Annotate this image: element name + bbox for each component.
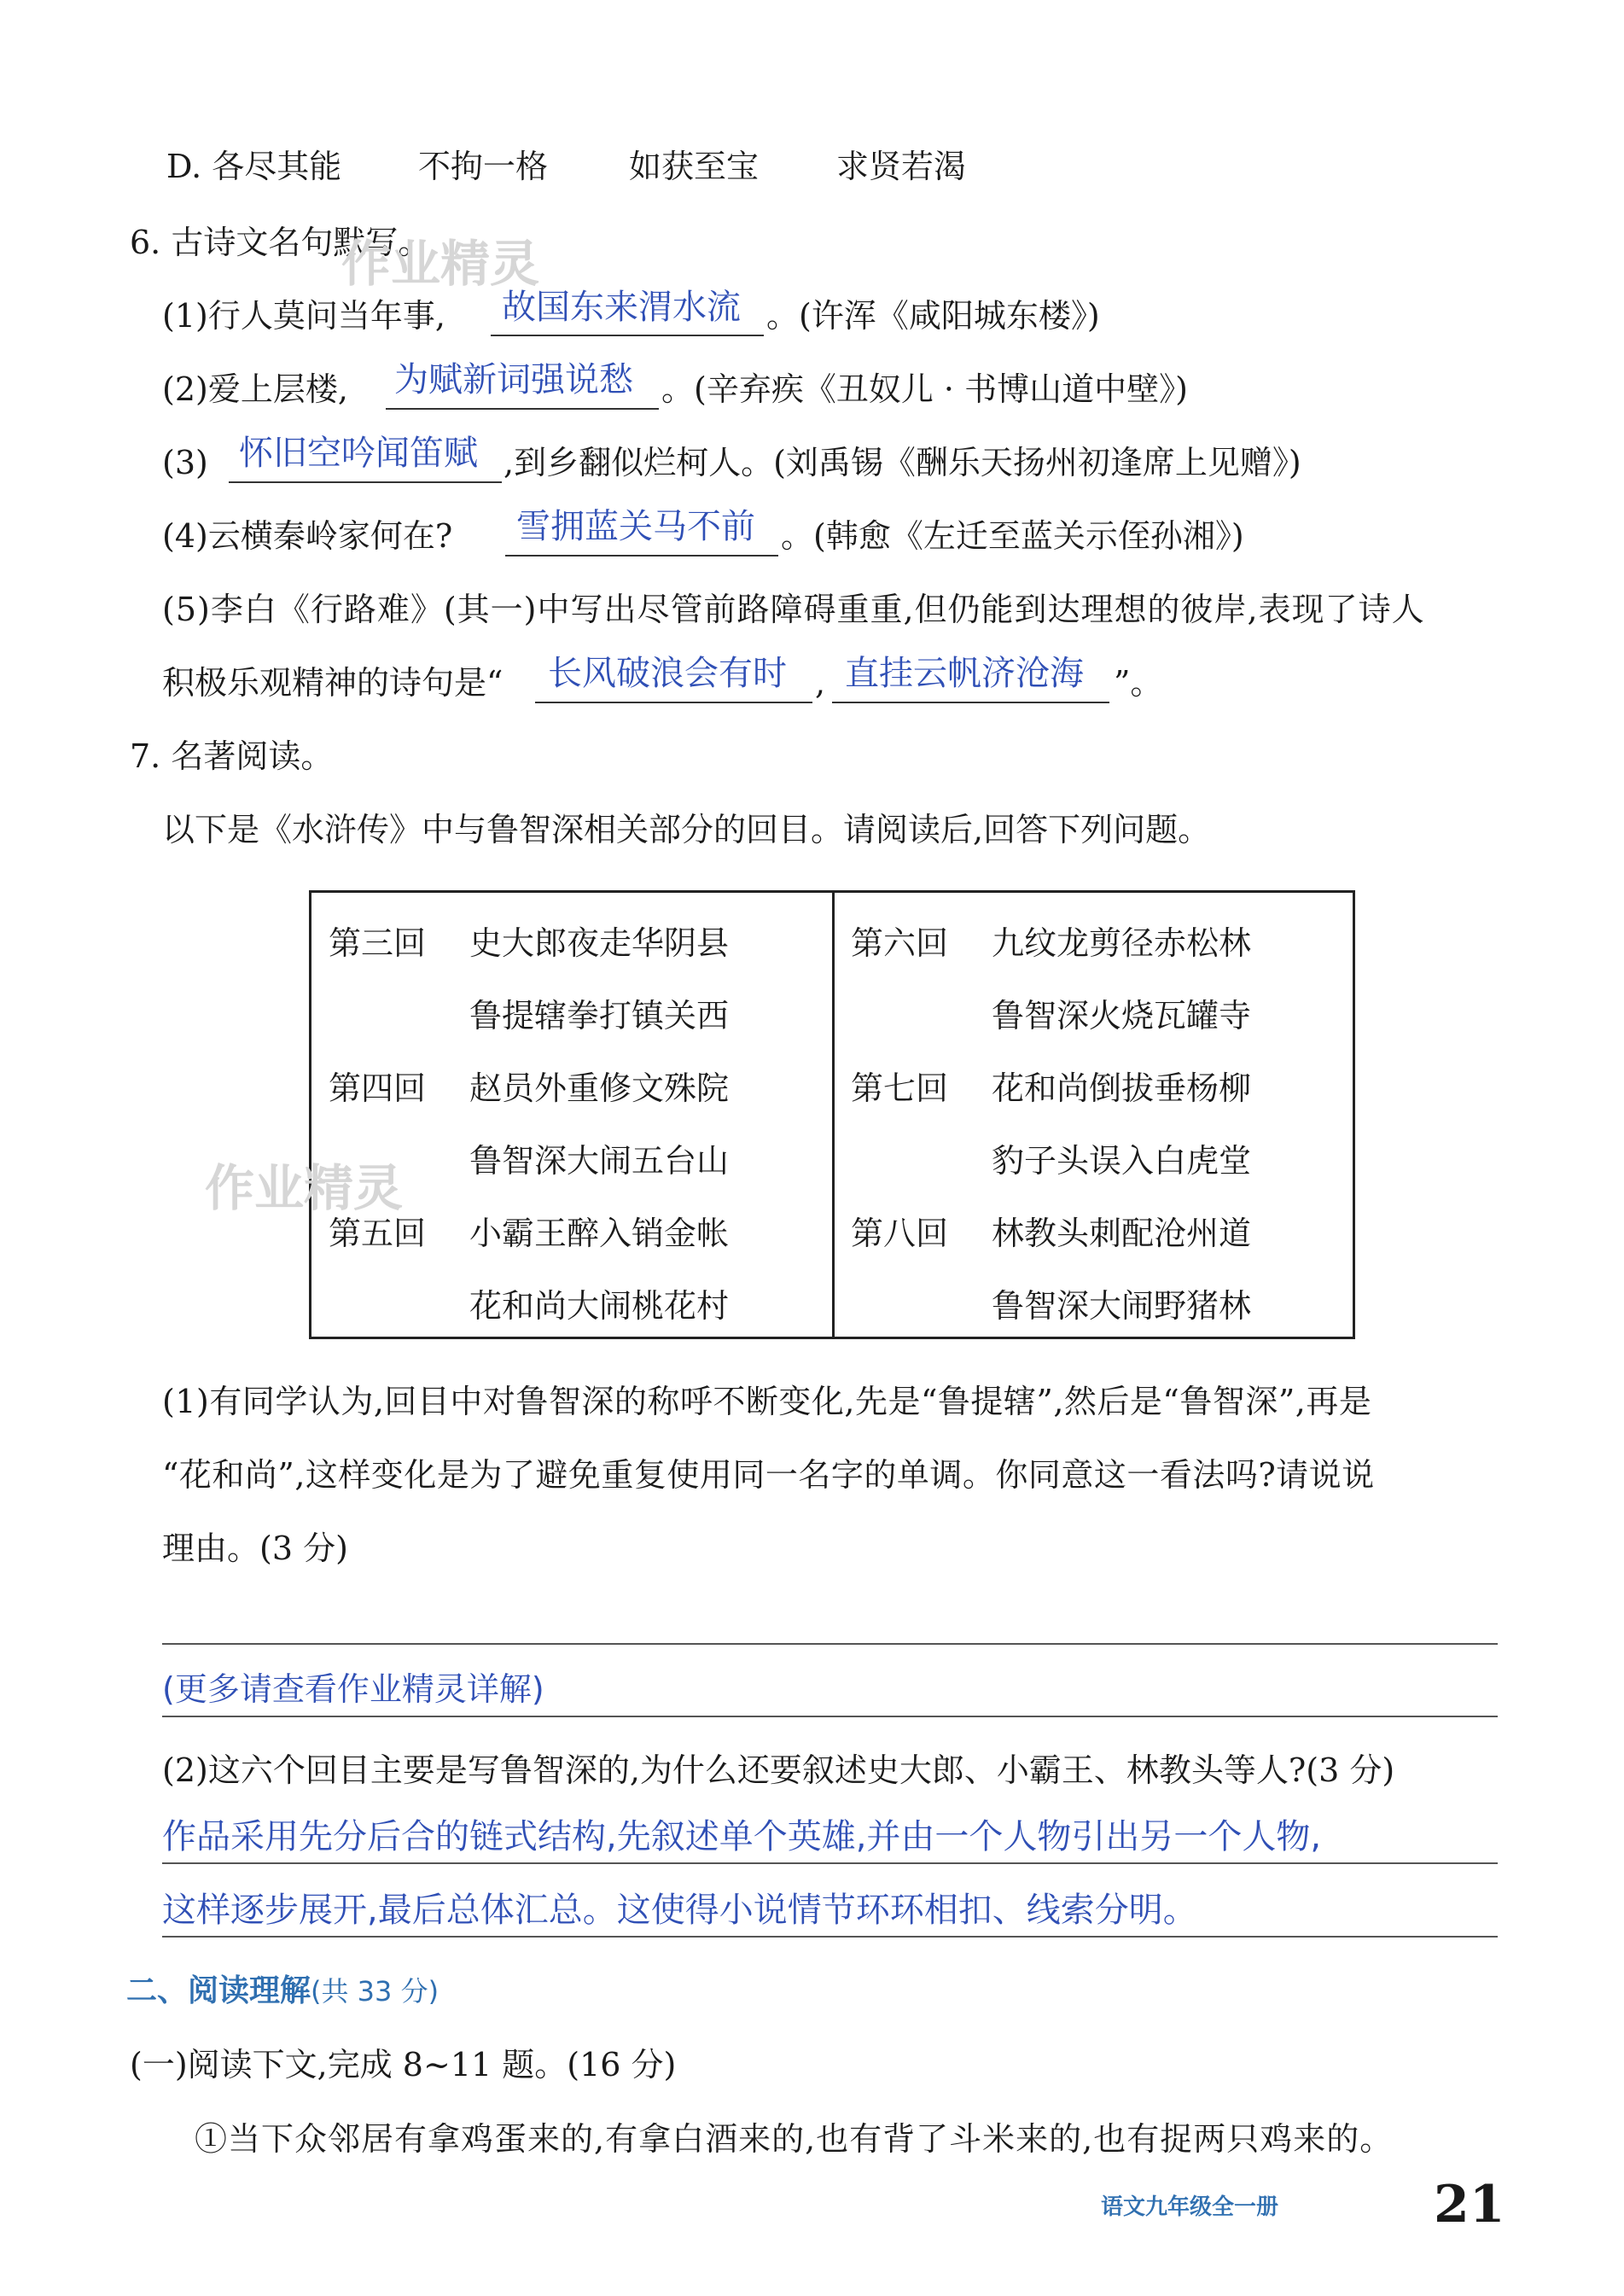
- footer-label: 语文九年级全一册: [1101, 2194, 1279, 2220]
- option-d-term-1: 不拘一格: [418, 148, 549, 185]
- chapter-title: 林教头刺配沧州道: [992, 1215, 1252, 1252]
- q6-item5-blank2: [832, 702, 1109, 703]
- q6-item2-blank: [386, 408, 659, 410]
- q7-sub1-line2: “花和尚”,这样变化是为了避免重复使用同一名字的单调。你同意这一看法吗?请说说: [162, 1456, 1375, 1494]
- chapter-num: 第五回: [329, 1215, 427, 1252]
- chapter-title: 鲁智深大闹五台山: [469, 1142, 730, 1180]
- section2-para1: ①当下众邻居有拿鸡蛋来的,有拿白酒来的,也有背了斗米来的,也有捉两只鸡来的。: [195, 2120, 1394, 2158]
- q6-item1-prefix: (1)行人莫问当年事,: [162, 297, 445, 335]
- q7-title: 7. 名著阅读。: [130, 737, 334, 775]
- chapter-num: 第三回: [329, 924, 427, 962]
- q6-item1-suffix: 。(许浑《咸阳城东楼》): [766, 297, 1100, 335]
- chapter-title: 鲁智深大闹野猪林: [992, 1287, 1252, 1325]
- q6-item5-prefix: 积极乐观精神的诗句是“: [162, 664, 503, 702]
- answer-line: [162, 1643, 1498, 1645]
- q7-sub1-answer-note: (更多请查看作业精灵详解): [162, 1670, 544, 1708]
- chapter-table-divider: [832, 893, 835, 1337]
- chapter-title: 小霸王醉入销金帐: [469, 1215, 730, 1252]
- q6-item5-line1: (5)李白《行路难》(其一)中写出尽管前路障碍重重,但仍能到达理想的彼岸,表现了诗人: [162, 591, 1425, 628]
- q6-item4-blank: [505, 555, 778, 557]
- q6-item4-prefix: (4)云横秦岭家何在?: [162, 517, 453, 555]
- chapter-title: 鲁智深火烧瓦罐寺: [992, 997, 1252, 1034]
- chapter-num: 第四回: [329, 1069, 427, 1107]
- q6-item5-suffix: ”。: [1114, 664, 1163, 702]
- q7-sub1-line3: 理由。(3 分): [162, 1530, 348, 1567]
- q6-item2-suffix: 。(辛弃疾《丑奴儿 · 书博山道中壁》): [661, 370, 1188, 408]
- watermark: 作业精灵: [205, 1159, 404, 1217]
- chapter-title: 赵员外重修文殊院: [469, 1069, 730, 1107]
- section-heading-score: (共 33 分): [311, 1975, 439, 2008]
- q6-item3-answer: 怀旧空吟闻笛赋: [239, 434, 478, 473]
- chapter-title: 花和尚倒拔垂杨柳: [992, 1069, 1252, 1107]
- option-d-term-3: 求贤若渴: [836, 148, 967, 185]
- option-d-label: D. 各尽其能: [166, 148, 342, 185]
- q6-item4-answer: 雪拥蓝关马不前: [516, 507, 755, 546]
- q7-sub2-answer-line2: 这样逐步展开,最后总体汇总。这使得小说情节环环相扣、线索分明。: [162, 1891, 1197, 1930]
- q6-item5-blank1: [535, 702, 812, 703]
- answer-line: [162, 1862, 1498, 1864]
- chapter-num: 第八回: [851, 1215, 949, 1252]
- q7-sub1-line1: (1)有同学认为,回目中对鲁智深的称呼不断变化,先是“鲁提辖”,然后是“鲁智深”,再是: [162, 1383, 1372, 1420]
- q6-item2-answer: 为赋新词强说愁: [394, 360, 633, 399]
- chapter-table: [309, 890, 1355, 1339]
- q6-item2-prefix: (2)爱上层楼,: [162, 370, 348, 408]
- q6-item3-suffix: ,到乡翻似烂柯人。(刘禹锡《酬乐天扬州初逢席上见赠》): [503, 444, 1301, 481]
- chapter-title: 史大郎夜走华阴县: [469, 924, 730, 962]
- q6-item1-answer: 故国东来渭水流: [502, 288, 741, 327]
- q7-intro: 以下是《水浒传》中与鲁智深相关部分的回目。请阅读后,回答下列问题。: [162, 811, 1211, 848]
- chapter-title: 花和尚大闹桃花村: [469, 1287, 730, 1325]
- q6-item5-sep: ,: [815, 664, 826, 702]
- q6-item4-suffix: 。(韩愈《左迁至蓝关示侄孙湘》): [781, 517, 1244, 555]
- chapter-num: 第六回: [851, 924, 949, 962]
- page-number: 21: [1434, 2175, 1505, 2235]
- q6-item5-answer1: 长风破浪会有时: [548, 654, 787, 693]
- q6-item3-blank: [229, 481, 502, 483]
- watermark: 作业精灵: [341, 235, 540, 293]
- answer-line: [162, 1936, 1498, 1938]
- section-heading: [126, 1973, 439, 2008]
- q7-sub2-answer-line1: 作品采用先分后合的链式结构,先叙述单个英雄,并由一个人物引出另一个人物,: [162, 1817, 1322, 1856]
- chapter-num: 第七回: [851, 1069, 949, 1107]
- q6-item3-prefix: (3): [162, 444, 208, 481]
- chapter-title: 鲁提辖拳打镇关西: [469, 997, 730, 1034]
- answer-line: [162, 1716, 1498, 1717]
- chapter-title: 九纹龙剪径赤松林: [992, 924, 1252, 962]
- q6-item5-answer2: 直挂云帆济沧海: [845, 654, 1084, 693]
- section-heading-title: 二、阅读理解: [126, 1973, 311, 2008]
- q6-item1-blank: [491, 335, 764, 336]
- option-d-term-2: 如获至宝: [629, 148, 760, 185]
- chapter-title: 豹子头误入白虎堂: [992, 1142, 1252, 1180]
- q7-sub2-question: (2)这六个回目主要是写鲁智深的,为什么还要叙述史大郎、小霸王、林教头等人?(3 分): [162, 1751, 1395, 1789]
- q6-title: 6. 古诗文名句默写。: [130, 224, 431, 261]
- section2-sub-heading: (一)阅读下文,完成 8~11 题。(16 分): [130, 2046, 677, 2083]
